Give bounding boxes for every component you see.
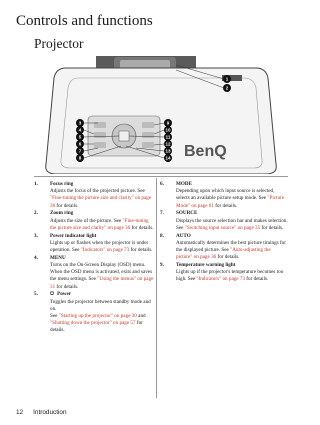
item-body xyxy=(176,218,288,232)
item-text: for details. xyxy=(213,202,238,209)
item-text: for details. xyxy=(260,224,284,231)
callout-5-label: 5 xyxy=(78,134,82,140)
item-number: 6. xyxy=(160,181,164,187)
item-text: Lights up if the projector's temperature becomes too high. See xyxy=(176,269,284,283)
item-text: for details. xyxy=(216,254,240,261)
item-text: Depending upon which input source is selected, selects an available picture setup mode. See xyxy=(176,188,275,202)
item-text: for details. xyxy=(55,283,79,290)
cross-reference-link[interactable]: "Fine-tuning the picture size and clarity" on page 36 xyxy=(50,195,152,209)
item-body xyxy=(50,240,156,254)
item-number: 9. xyxy=(160,262,164,269)
item-number: 3. xyxy=(34,232,38,239)
callout-1-label: 1 xyxy=(225,76,229,82)
item-text: Automatically determines the best picture timings for the displayed picture. See xyxy=(176,239,286,254)
item-body xyxy=(50,262,156,291)
cross-reference-link[interactable]: "Picture Mode" on page 61 xyxy=(176,195,285,209)
callout-9-label: 9 xyxy=(166,120,170,126)
callout-13-label: 13 xyxy=(165,148,171,154)
list-item xyxy=(34,233,156,255)
list-item xyxy=(160,210,288,232)
item-text: for details. xyxy=(130,224,154,231)
section-subtitle: Projector xyxy=(34,36,84,51)
item-number: 7. xyxy=(160,210,164,217)
item-number: 2. xyxy=(34,210,38,217)
item-text: Adjusts the focus of the projected picture. See xyxy=(50,188,145,195)
item-heading: Power indicator light xyxy=(50,232,97,239)
callout-12-label: 12 xyxy=(165,141,171,147)
list-item xyxy=(34,210,156,232)
list-item xyxy=(160,181,288,210)
list-item xyxy=(34,291,156,334)
list-item xyxy=(34,181,156,210)
callout-4-label: 4 xyxy=(78,127,82,133)
item-heading: MENU xyxy=(50,254,66,261)
item-text: for details. xyxy=(245,276,269,283)
right-column-list xyxy=(160,181,288,284)
item-number: 1. xyxy=(34,181,38,187)
item-text: See xyxy=(50,313,59,320)
list-item xyxy=(160,262,288,284)
item-body xyxy=(50,218,156,232)
item-heading-label: Power xyxy=(57,291,72,298)
brand-logo: BenQ xyxy=(184,143,227,160)
list-item xyxy=(160,233,288,262)
cross-reference-link[interactable]: "Using the menus" on page 31 xyxy=(50,276,154,290)
item-body xyxy=(176,240,288,262)
item-heading xyxy=(50,291,156,298)
callout-10-label: 10 xyxy=(165,127,171,133)
item-text: Adjusts the size of the picture. See xyxy=(50,217,123,224)
callout-14-label: 14 xyxy=(165,155,171,161)
item-text: and xyxy=(136,313,146,320)
cross-reference-link[interactable]: "Fine-tuning the picture size and clarity" on page 36 xyxy=(50,217,149,231)
power-icon: ⏻ xyxy=(50,291,55,298)
callout-8-label: 8 xyxy=(78,155,82,161)
item-number: 8. xyxy=(160,232,164,239)
column-divider xyxy=(156,178,157,398)
page-number: 12 xyxy=(16,409,24,416)
item-text: for details. xyxy=(129,247,153,254)
item-body xyxy=(50,188,156,210)
item-heading: MODE xyxy=(176,181,192,187)
callout-2-label: 2 xyxy=(225,85,229,91)
callout-7-label: 7 xyxy=(78,148,82,154)
footer-section: Introduction xyxy=(33,409,67,416)
cross-reference-link[interactable]: "Auto-adjusting the picture" on page 36 xyxy=(176,247,271,261)
item-text: Lights up or flashes when the projector is under operation. See xyxy=(50,239,149,254)
item-heading: Zoom ring xyxy=(50,210,74,217)
item-body xyxy=(176,188,288,210)
page-footer xyxy=(16,409,77,416)
item-body xyxy=(50,313,156,335)
cross-reference-link[interactable]: "Switching input source" on page 35 xyxy=(184,224,261,231)
list-item xyxy=(34,255,156,291)
item-number: 5. xyxy=(34,291,38,298)
page-title: Controls and functions xyxy=(16,13,153,29)
item-text: Turns on the On-Screen Display (OSD) menu. When the OSD menu is activated, exits and saves the menu settings. See xyxy=(50,262,153,283)
item-heading: Focus ring xyxy=(50,181,74,187)
item-heading: Temperature warning light xyxy=(176,262,236,269)
item-heading: AUTO xyxy=(176,232,191,239)
item-text: for details. xyxy=(50,320,143,334)
item-heading: SOURCE xyxy=(176,210,198,217)
item-number: 4. xyxy=(34,254,38,261)
item-text: for details. xyxy=(55,202,79,209)
callout-11-label: 11 xyxy=(165,134,171,140)
item-body: Toggles the projector between standby mode and on. xyxy=(50,298,151,312)
table-top-rule xyxy=(34,176,288,177)
cross-reference-link[interactable]: "Starting up the projector" on page 30 xyxy=(58,313,137,320)
left-column-list xyxy=(34,181,156,335)
cross-reference-link[interactable]: "Shutting down the projector" on page 57 xyxy=(50,320,136,327)
callout-6-label: 6 xyxy=(78,141,82,147)
item-body xyxy=(176,269,288,283)
projector-diagram xyxy=(26,56,292,174)
cross-reference-link[interactable]: "Indicators" on page 73 xyxy=(196,276,246,283)
cross-reference-link[interactable]: "Indicators" on page 73 xyxy=(80,247,130,254)
item-text: Displays the source selection bar and makes selection. See xyxy=(176,217,288,231)
callout-3-label: 3 xyxy=(78,120,82,126)
